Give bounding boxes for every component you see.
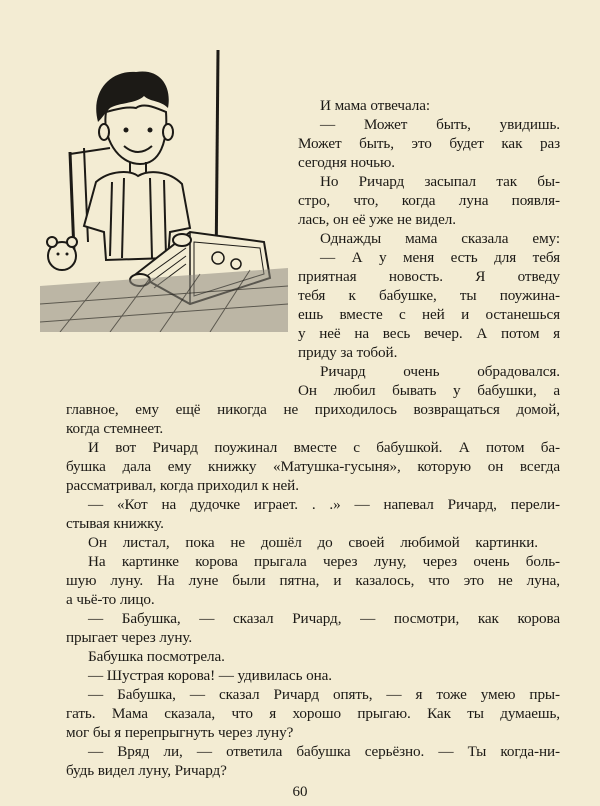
text-line: будь видел луну, Ричард? [66, 762, 227, 779]
text-line: — А у меня есть для тебя [320, 249, 560, 266]
text-line: — Может быть, увидишь. [320, 116, 560, 133]
text-line: бушка дала ему книжку «Матушка-гусыня», которую он всегда [66, 458, 560, 475]
text-line: И мама отвечала: [320, 97, 430, 114]
text-line: — «Кот на дудочке играет. . .» — напевал Ричард, перели- [88, 496, 560, 513]
page-number: 60 [292, 784, 308, 800]
text-line: прыгает через луну. [66, 629, 193, 646]
boy-reading-book-illustration [40, 42, 288, 332]
text-line: сегодня ночью. [298, 154, 395, 171]
text-line: тебя к бабушке, ты поужина- [298, 287, 560, 304]
text-line: — Бабушка, — сказал Ричард опять, — я тоже умею пры- [88, 686, 560, 703]
text-line: Ричард очень обрадовался. [320, 363, 560, 380]
text-line: Он любил бывать у бабушки, а [298, 382, 560, 399]
text-line: стывая книжку. [66, 515, 164, 532]
text-line: главное, ему ещё никогда не приходилось возвращаться домой, [66, 401, 560, 418]
text-line: Бабушка посмотрела. [88, 648, 225, 665]
text-line: Но Ричард засыпал так бы- [320, 173, 560, 190]
text-line: мог бы я перепрыгнуть через луну? [66, 724, 294, 741]
text-line: — Шустрая корова! — удивилась она. [88, 667, 332, 684]
text-line: И вот Ричард поужинал вместе с бабушкой. А потом ба- [88, 439, 560, 456]
text-line: рассматривал, когда приходил к ней. [66, 477, 299, 494]
text-line: ешь вместе с ней и останешься [298, 306, 560, 323]
text-line: Может быть, это будет как раз [298, 135, 560, 152]
text-line: приятная новость. Я отведу [298, 268, 560, 285]
text-line: приду за тобой. [298, 344, 398, 361]
text-line: На картинке корова прыгала через луну, через очень боль- [88, 553, 560, 570]
text-line: гать. Мама сказала, что я хорошо прыгаю. Как ты думаешь, [66, 705, 560, 722]
text-line: Однажды мама сказала ему: [320, 230, 560, 247]
text-line: когда стемнеет. [66, 420, 164, 437]
text-line: у неё на весь вечер. А потом я [298, 325, 560, 342]
text-line: — Вряд ли, — ответила бабушка серьёзно. — Ты когда-ни- [88, 743, 560, 760]
text-line: а чьё-то лицо. [66, 591, 155, 608]
text-line: лась, он её уже не видел. [298, 211, 456, 228]
text-line: Он листал, пока не дошёл до своей любимой картинки. [88, 534, 538, 551]
text-line: стро, что, когда луна появля- [298, 192, 560, 209]
text-line: — Бабушка, — сказал Ричард, — посмотри, как корова [88, 610, 560, 627]
text-line: шую луну. На луне были пятна, и казалось, что это не луна, [66, 572, 560, 589]
